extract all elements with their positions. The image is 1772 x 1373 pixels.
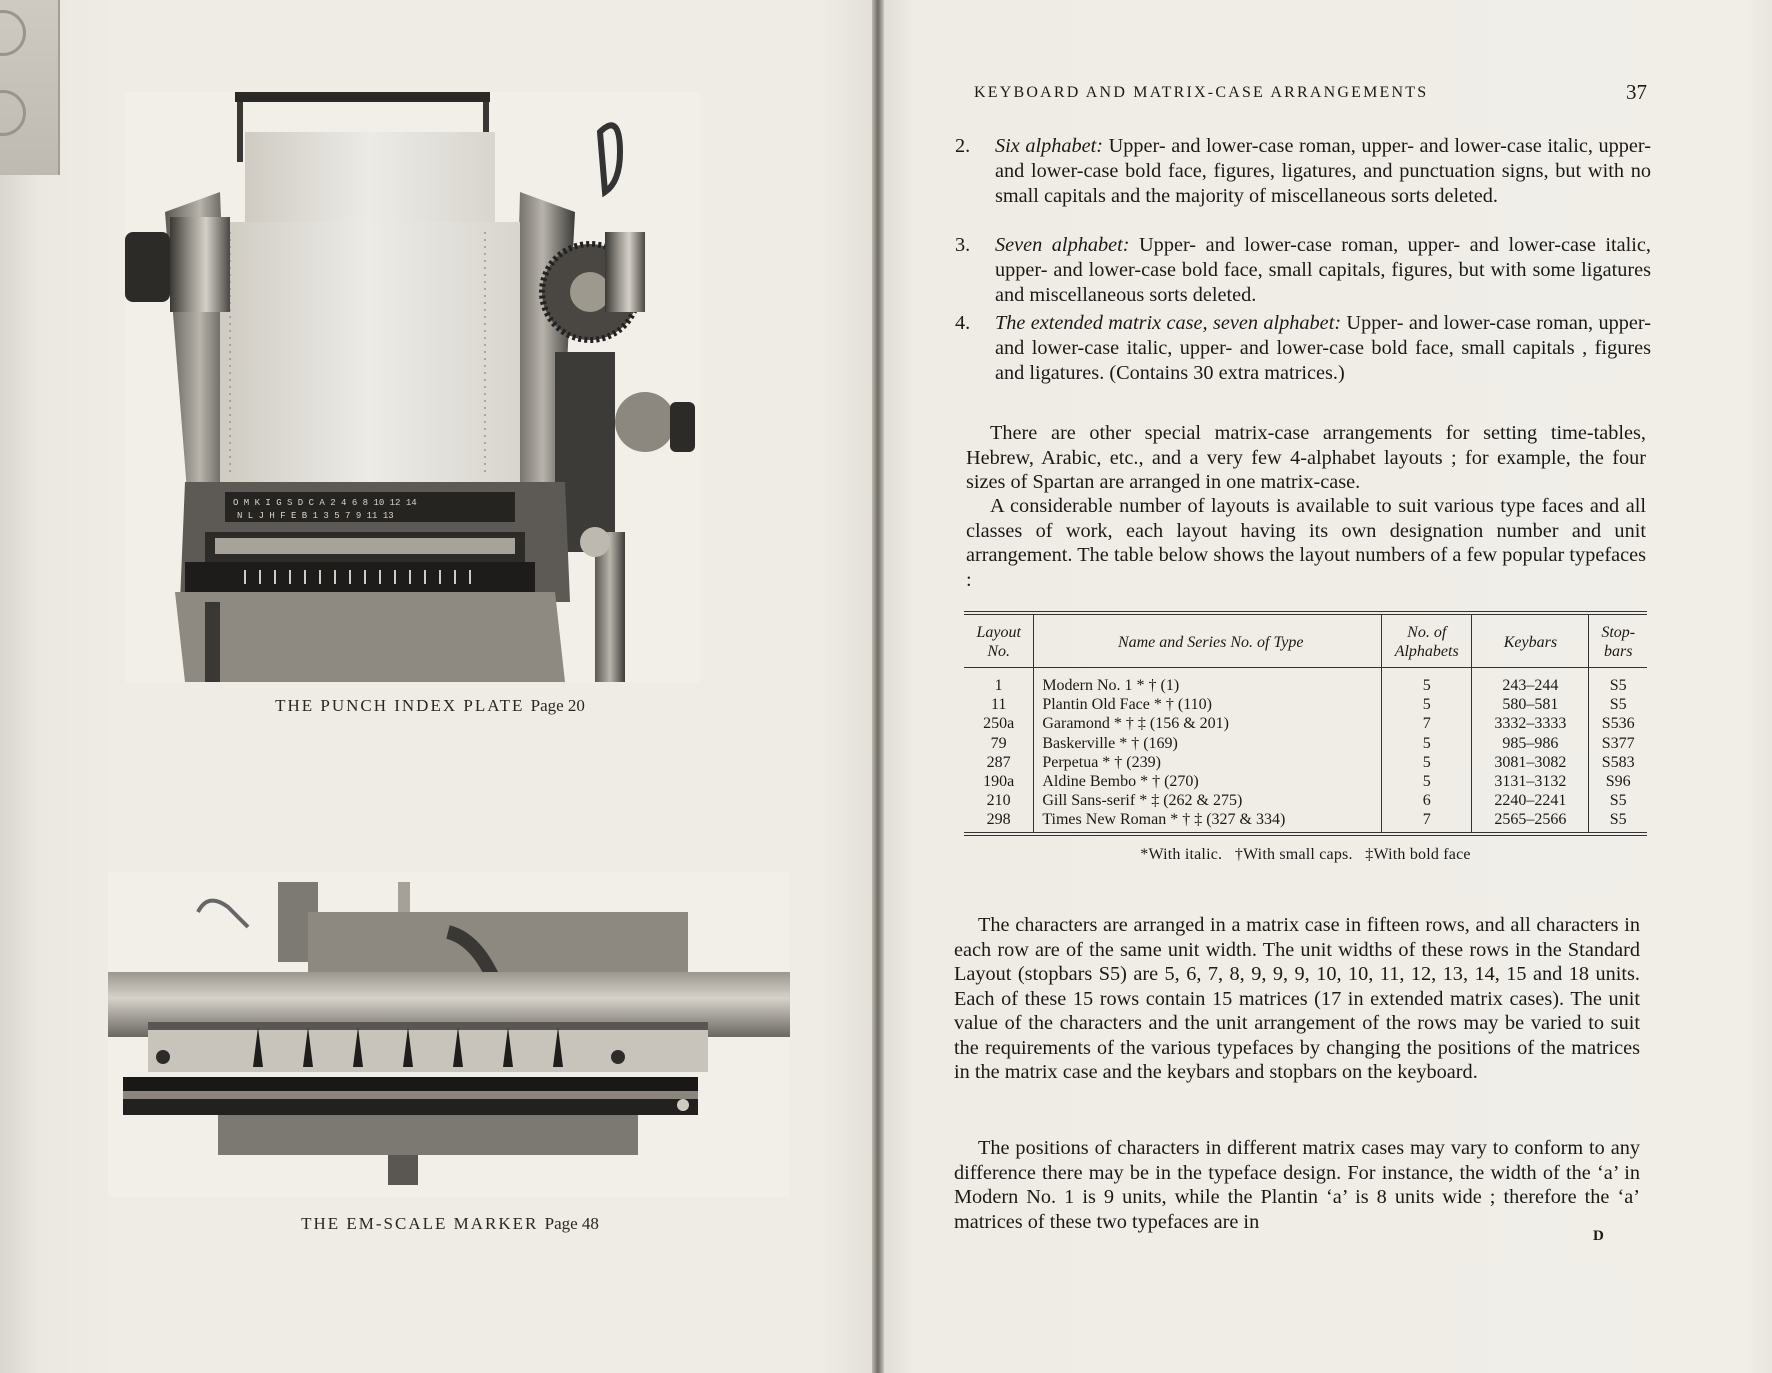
table-cell: 190a [983,773,1015,791]
table-row [964,772,1647,791]
item-number: 2. [955,135,971,157]
table-cell: S5 [1589,791,1647,810]
table-cell: Times New Roman * † ‡ (327 & 334) [1034,810,1382,831]
table-cell: 1 [994,677,1003,694]
list-item [955,311,1651,386]
column-header: Name and Series No. of Type [1034,615,1382,668]
paragraph-text: There are other special matrix-case arrangements for setting time-tables, Hebrew, Arabic, etc., and a very few 4-alphabet layouts ; for example, the four sizes of Spartan are arranged in one matrix-case. [966,422,1646,493]
item-text: Upper- and lower-case roman, upper- and lower-case italic, upper- and lower-case bold face, figures, ligatures, and punctuation signs, but with no small capitals and the majority of miscellaneous sorts deleted. [995,135,1652,207]
table-cell: Modern No. 1 * † (1) [1034,668,1382,696]
binding-edge [0,0,60,175]
paragraph-positions [954,1136,1640,1234]
running-head: KEYBOARD AND MATRIX-CASE ARRANGEMENTS [974,84,1429,101]
table-bottom-rule [964,832,1647,836]
table-cell: 5 [1382,753,1472,772]
caption-em-scale-marker [260,1214,640,1234]
table-cell: Gill Sans-serif * ‡ (262 & 275) [1034,791,1382,810]
book-gutter [872,0,884,1373]
table-row [964,668,1647,696]
table-cell: S5 [1589,668,1647,696]
item-title: Six alphabet: [995,135,1104,157]
caption-title: THE PUNCH INDEX PLATE [275,696,525,715]
table-cell: 11 [990,696,1007,714]
caption-punch-index-plate [240,696,620,716]
column-header: Stop-bars [1589,615,1647,668]
table-cell: 243–244 [1472,668,1589,696]
table-footnote: *With italic. †With small caps. ‡With bold face [1140,845,1471,863]
table-cell: Aldine Bembo * † (270) [1034,772,1382,791]
item-number: 3. [955,234,971,256]
table-cell: S5 [1589,810,1647,831]
table-cell: S96 [1589,772,1647,791]
page-number: 37 [1626,80,1647,104]
table-cell: 3081–3082 [1472,753,1589,772]
table-cell: 5 [1382,695,1472,714]
table-cell: 7 [1382,714,1472,733]
item-text: Upper- and lower-case roman, upper- and lower-case italic, upper- and lower-case bold face, small capitals, figures, but with some ligatures and miscellaneous sorts deleted. [995,234,1652,306]
item-number: 4. [955,312,971,334]
table-row [964,714,1647,733]
table-cell: 5 [1382,772,1472,791]
table-cell: 5 [1382,734,1472,753]
paragraph-other-arrangements [966,421,1646,495]
caption-page-ref: Page 20 [530,696,585,715]
binding-ring [0,90,26,136]
item-title: Seven alphabet: [995,234,1130,256]
table-row [964,695,1647,714]
item-title: The extended matrix case, seven alphabet: [995,312,1342,334]
table-cell: 985–986 [1472,734,1589,753]
table-cell: Baskerville * † (169) [1034,734,1382,753]
left-page [0,0,872,1373]
column-header: Keybars [1472,615,1589,668]
table-cell: 6 [1382,791,1472,810]
table-cell: 210 [986,792,1011,810]
table-cell: 2565–2566 [1472,810,1589,831]
table-cell: S583 [1589,753,1647,772]
table-cell: 2240–2241 [1472,791,1589,810]
punch-index-plate-photo [125,92,700,682]
caption-title: THE EM-SCALE MARKER [301,1214,539,1233]
paragraph-text: A considerable number of layouts is available to suit various type faces and all classes of work, each layout having its own designation number and unit arrangement. The table below shows the layout numbers of a few popular typefaces : [966,495,1646,591]
table-cell: 580–581 [1472,695,1589,714]
paragraph-text: The characters are arranged in a matrix case in fifteen rows, and all characters in each row are of the same unit width. The unit widths of these rows in the Standard Layout (stopbars S5) are 5, 6, 7, 8, 9, 9, 9, 10, 10, 11, 12, 13, 14, 15 and 18 units. Each of these 15 rows contain 15 matrices (17 in extended matrix cases). The unit value of the characters and the unit arrangement of the rows may be varied to suit the requirements of the various typefaces by changing the positions of the matrices in the matrix case and the keybars and stopbars on the keyboard. [954,914,1640,1083]
table-cell: 250a [983,715,1015,733]
table-cell: 7 [1382,810,1472,831]
item-text: Upper- and lower-case roman, upper- and lower-case italic, upper- and lower-case bold face, small capitals , figures and ligatures. (Contains 30 extra matrices.) [995,312,1651,384]
table-cell: S536 [1589,714,1647,733]
index-plate-letters-top: O M K I G S D C A 2 4 6 8 10 12 14 [233,498,417,508]
caption-page-ref: Page 48 [544,1214,599,1233]
table-cell: Garamond * † ‡ (156 & 201) [1034,714,1382,733]
layout-table [964,611,1647,864]
em-scale-marker-photo [108,872,790,1197]
table-row [964,810,1647,831]
paragraph-layouts [966,494,1646,592]
table-cell: 3131–3132 [1472,772,1589,791]
table-header-row [964,615,1647,668]
index-plate-letters-bottom: N L J H F E B 1 3 5 7 9 11 13 [237,511,394,521]
signature-mark: D [1593,1228,1604,1244]
column-header: Layout No. [964,615,1034,668]
column-header: No. of Alphabets [1382,615,1472,668]
table-row [964,753,1647,772]
table-cell: 79 [990,734,1007,752]
paragraph-text: The positions of characters in different matrix cases may vary to conform to any difference there may be in the typeface design. For instance, the width of the ‘a’ in Modern No. 1 is 9 units, while the Plantin ‘a’ is 8 units wide ; therefore the ‘a’ matrices of these two typefaces are in [954,1137,1640,1233]
table-cell: S377 [1589,734,1647,753]
table-row [964,734,1647,753]
table-cell: S5 [1589,695,1647,714]
table-cell: Plantin Old Face * † (110) [1034,695,1382,714]
table-cell: 5 [1382,668,1472,696]
table-cell: 298 [986,811,1011,829]
list-item [955,134,1652,209]
table-body [964,668,1647,832]
table-cell: 287 [986,753,1011,771]
binding-ring [0,10,26,56]
list-item [955,233,1652,308]
table-cell: Perpetua * † (239) [1034,753,1382,772]
paragraph-characters [954,913,1640,1085]
table-row [964,791,1647,810]
table-cell: 3332–3333 [1472,714,1589,733]
